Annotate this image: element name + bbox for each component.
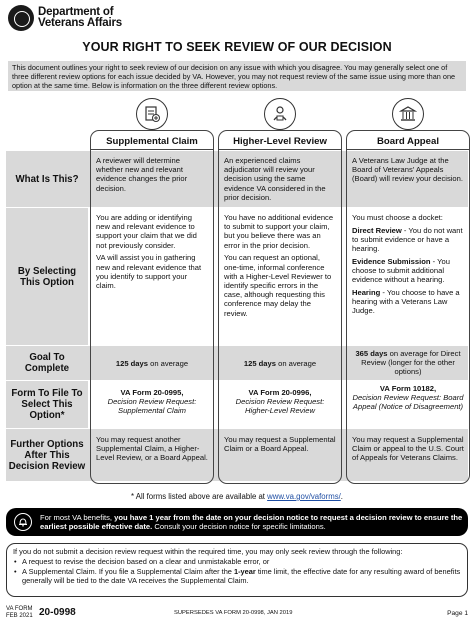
- row-label-what: What Is This?: [15, 173, 79, 185]
- row-label-form: Form To File To Select This Option*: [11, 388, 83, 421]
- goal-higher-level: 125 days on average: [243, 359, 317, 368]
- form-higher-level: VA Form 20-0996, Decision Review Request: Higher-Level Review: [235, 388, 325, 416]
- column-header-higher-level: Higher-Level Review: [219, 134, 341, 150]
- what-supplemental: A reviewer will determine whether new and relevant evidence changes the prior decision.: [96, 156, 188, 193]
- page-number: Page 1: [447, 610, 468, 617]
- courthouse-icon: [392, 98, 424, 130]
- row-label-further: Further Options After This Decision Review: [8, 438, 86, 472]
- selecting-higher-level: You have no additional evidence to submit to support your claim, but you believe there was an error in the prior decision. You can request an optional, one-time, informal conference with a Higher-Level Reviewer to identify specific errors in the case, although requesting this conference may delay the review.: [224, 213, 334, 318]
- department-name: Department of Veterans Affairs: [38, 5, 122, 29]
- deadline-notice: [6, 508, 468, 536]
- form-number: 20-0998: [39, 607, 76, 618]
- docket-evidence: Evidence Submission - You choose to submit additional evidence without a hearing.: [352, 256, 450, 285]
- va-forms-link[interactable]: www.va.gov/vaforms/: [267, 492, 341, 501]
- column-header-supplemental: Supplemental Claim: [91, 134, 213, 150]
- reviewer-icon: [264, 98, 296, 130]
- selecting-supplemental: You are adding or identifying new and relevant evidence to support your claim that we did not previously consider. VA will assist you in gathering new and relevant evidence that you identify to support your claim.: [96, 213, 202, 290]
- selecting-board-appeal: You must choose a docket: Direct Review - You do not want to submit evidence or have a hearing. Evidence Submission - You choose to submit additional evidence without a hearing. Hearing - You choose to have a hearing with a Veterans Law Judge.: [352, 213, 463, 316]
- va-header: [8, 3, 122, 33]
- form-board-appeal: VA Form 10182, Decision Review Request: Board Appeal (Notice of Disagreement): [352, 384, 464, 412]
- form-supplemental: VA Form 20-0995, Decision Review Request: Supplemental Claim: [107, 388, 197, 416]
- column-header-board-appeal: Board Appeal: [347, 134, 469, 150]
- notice-text: For most VA benefits, you have 1 year from the date on your decision notice to request a decision review to ensure the earliest possible effective date. Consult your decision notice for specific limitations.: [40, 512, 463, 531]
- list-item: • A request to revise the decision based on a clear and unmistakable error, or: [13, 557, 461, 566]
- form-footer: [6, 606, 468, 626]
- form-label: VA FORM FEB 2021: [6, 606, 33, 619]
- further-board-appeal: You may request a Supplemental Claim or appeal to the U.S. Court of Appeals for Veterans Claims.: [352, 435, 464, 463]
- list-item: • A Supplemental Claim. If you file a Supplemental Claim after the 1-year time limit, the effective date for any resulting award of benefits generally will be tied to the date VA receives the Supplemental Claim.: [13, 567, 461, 586]
- row-label-selecting: By Selecting This Option: [17, 265, 77, 288]
- what-higher-level: An experienced claims adjudicator will review your decision using the same evidence VA considered in the prior decision.: [224, 156, 326, 202]
- late-options-list: [13, 557, 461, 585]
- late-request-box: If you do not submit a decision review request within the required time, you may only seek review through the following: • A request to revise the decision based on a clear and unmistakable error, or • A Supplemental Claim. If you file a Supplemental Claim after the 1-year time limit, the effective date for any resulting award of benefits generally will be tied to the date VA receives the Supplemental Claim.: [6, 543, 468, 597]
- supersedes-note: SUPERSEDES VA FORM 20-0998, JAN 2019: [174, 610, 293, 616]
- page-title: YOUR RIGHT TO SEEK REVIEW OF OUR DECISION: [82, 40, 392, 54]
- va-seal-icon: [8, 5, 34, 31]
- docket-hearing: Hearing - You choose to have a hearing with a Veterans Law Judge.: [352, 287, 460, 316]
- docket-direct: Direct Review - You do not want to submit evidence or have a hearing.: [352, 225, 463, 254]
- further-supplemental: You may request another Supplemental Claim, a Higher-Level Review, or a Board Appeal.: [96, 435, 208, 463]
- bell-icon: [14, 513, 32, 531]
- goal-supplemental: 125 days on average: [115, 359, 189, 368]
- intro-paragraph: This document outlines your right to seek review of our decision on any issue with which you disagree. You may generally select one of three different review options for each issue decided by VA. However, you may not request review of the same issue using more than one option at the same time. Below is information on the three different review options.: [8, 61, 466, 91]
- goal-board-appeal: 365 days on average for Direct Review (longer for the other options): [355, 349, 461, 377]
- forms-footnote: * All forms listed above are available at www.va.gov/vaforms/.: [131, 492, 343, 501]
- further-higher-level: You may request a Supplemental Claim or a Board Appeal.: [224, 435, 336, 454]
- what-board-appeal: A Veterans Law Judge at the Board of Veterans' Appeals (Board) will review your decision.: [352, 156, 463, 184]
- row-label-goal: Goal To Complete: [24, 352, 70, 374]
- document-plus-icon: [136, 98, 168, 130]
